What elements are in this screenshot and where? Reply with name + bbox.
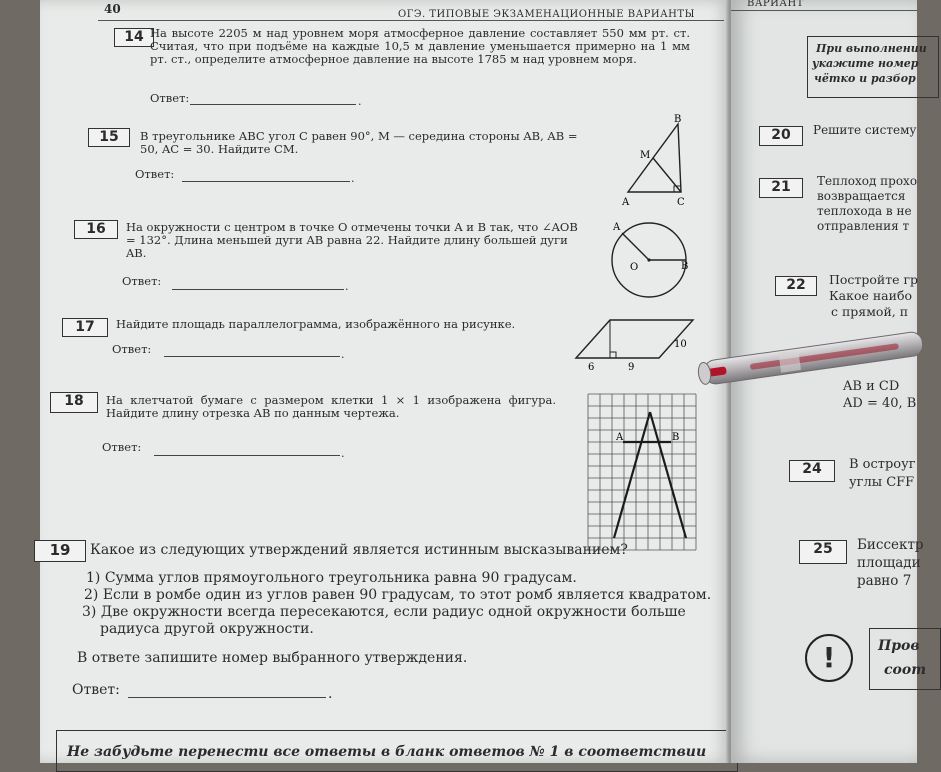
- task-18-text: На клетчатой бумаге с размером клетки 1 × 1 изображена фигура. Найдите длину отрезка AB по данным чертежа.: [106, 393, 556, 420]
- task-14-answer-label: Ответ:: [150, 91, 190, 105]
- para-label-base-left: 6: [588, 362, 595, 373]
- grid-label-b: B: [672, 432, 680, 443]
- task-21-number: 21: [759, 178, 803, 198]
- right-warning-line-2: соот: [884, 662, 927, 678]
- task-15-text: В треугольнике ABC угол C равен 90°, M — середина стороны AB, AB = 50, AC = 30. Найдите CM.: [140, 129, 578, 156]
- task-20-number: 20: [759, 126, 803, 146]
- para-label-side: 10: [674, 339, 687, 350]
- task-25-number: 25: [799, 540, 847, 564]
- task-17-text: Найдите площадь параллелограмма, изображённого на рисунке.: [116, 317, 516, 331]
- task-19-instruction: В ответе запишите номер выбранного утверждения.: [77, 650, 468, 666]
- task-24-number: 24: [789, 460, 835, 482]
- grid-figure: [586, 392, 706, 554]
- task-19-option-3: 3) Две окружности всегда пересекаются, если радиус одной окружности больше: [82, 604, 686, 620]
- task-19-option-3-cont: радиуса другой окружности.: [100, 621, 314, 637]
- circle-figure: [602, 215, 702, 300]
- task-15-answer-label: Ответ:: [135, 167, 175, 181]
- circle-label-o: O: [630, 262, 639, 273]
- para-label-base-right: 9: [628, 362, 635, 373]
- task-19-option-2: 2) Если в ромбе один из углов равен 90 градусам, то этот ромб является квадратом.: [84, 587, 712, 603]
- left-page: [40, 0, 730, 763]
- task-18-dot: .: [341, 447, 345, 460]
- task-15-number: 15: [88, 128, 130, 147]
- task-17-answer-line[interactable]: [164, 356, 340, 357]
- right-intro-line-3: чётко и разбор: [814, 72, 916, 85]
- task-17-answer-label: Ответ:: [112, 342, 152, 356]
- right-header-rule: [731, 10, 917, 11]
- task-19-answer-line[interactable]: [128, 697, 326, 698]
- parallelogram-figure: [568, 310, 698, 375]
- triangle-figure: [612, 110, 702, 210]
- circle-label-b: B: [681, 261, 689, 272]
- task-22-line-1: Постройте гр: [829, 272, 919, 287]
- tri-label-a: A: [622, 197, 630, 208]
- task-14-answer-line[interactable]: [190, 104, 356, 105]
- task-22-line-2: Какое наибо: [829, 288, 913, 303]
- task-19-question: Какое из следующих утверждений является истинным высказыванием?: [90, 542, 628, 558]
- task-16-text: На окружности с центром в точке O отмечены точки A и B так, что ∠AOB = 132°. Длина меньшей дуги AB равна 22. Найдите длину большей дуги AB.: [126, 220, 578, 260]
- task-16-number: 16: [74, 220, 118, 239]
- task-24-line-1: В остроуг: [849, 457, 916, 472]
- tri-label-m: M: [640, 150, 651, 161]
- task-18-number: 18: [50, 392, 98, 413]
- task-16-dot: .: [345, 280, 349, 293]
- task-14-number: 14: [114, 28, 154, 47]
- task-21-text: [817, 174, 917, 234]
- right-intro-box: [807, 36, 939, 98]
- task-22-number: 22: [775, 276, 817, 296]
- task-19-dot: .: [328, 686, 333, 702]
- task-17-dot: .: [341, 348, 345, 361]
- right-page-header: ВАРИАНТ: [747, 0, 804, 9]
- right-warning-line-1: Пров: [878, 638, 920, 654]
- page-header: ОГЭ. ТИПОВЫЕ ЭКЗАМЕНАЦИОННЫЕ ВАРИАНТЫ: [398, 9, 695, 20]
- task-14-text: На высоте 2205 м над уровнем моря атмосферное давление составляет 550 мм рт. ст. Считая, что при подъёме на каждые 10,5 м давление уменьшается примерно на 1 мм рт. ст., определите атмосферное давление на высоте 1785 м над уровнем моря.: [150, 26, 690, 66]
- task-19-answer-label: Ответ:: [72, 682, 120, 698]
- task-23-line-1: AB и CD: [843, 379, 900, 394]
- task-15-answer-line[interactable]: [182, 181, 350, 182]
- right-intro-line-1: При выполнении: [816, 42, 927, 55]
- task-19-option-1: 1) Сумма углов прямоугольного треугольника равна 90 градусам.: [86, 570, 577, 586]
- task-25-line-3: равно 7: [857, 573, 912, 589]
- task-21-line-3: теплохода в не: [817, 204, 912, 218]
- task-18-answer-line[interactable]: [154, 455, 340, 456]
- task-23-line-2: AD = 40, B: [843, 396, 917, 411]
- warning-icon: !: [805, 634, 853, 682]
- task-25-text: [857, 536, 924, 590]
- task-19-number: 19: [34, 540, 86, 562]
- task-25-line-1: Биссектр: [857, 537, 924, 553]
- task-21-line-2: возвращается: [817, 189, 906, 203]
- task-14-dot: .: [358, 95, 362, 108]
- header-rule: [98, 20, 724, 21]
- right-intro-line-2: укажите номер: [812, 57, 919, 70]
- page-number: 40: [104, 2, 121, 16]
- task-16-answer-line[interactable]: [172, 289, 344, 290]
- grid-label-a: A: [616, 432, 624, 443]
- tri-label-b: B: [674, 114, 682, 125]
- footer-note-text: Не забудьте перенести все ответы в бланк ответов № 1 в соответствии: [67, 744, 707, 760]
- task-25-line-2: площади: [857, 555, 921, 571]
- task-21-line-4: отправления т: [817, 219, 910, 233]
- task-20-text: Решите систему: [813, 123, 917, 137]
- task-24-line-2: углы CFF: [849, 475, 915, 490]
- right-warning-box: [869, 628, 941, 690]
- task-22-line-3: с прямой, п: [831, 304, 909, 319]
- task-24-text: [849, 456, 916, 492]
- task-17-number: 17: [62, 318, 108, 337]
- pen-object: [690, 328, 917, 398]
- task-21-line-1: Теплоход прохо: [817, 174, 918, 188]
- task-22-text: [829, 272, 918, 320]
- footer-note-box: [56, 730, 738, 772]
- task-16-answer-label: Ответ:: [122, 274, 162, 288]
- task-18-answer-label: Ответ:: [102, 440, 142, 454]
- task-15-dot: .: [351, 172, 355, 185]
- tri-label-c: C: [677, 197, 685, 208]
- circle-label-a: A: [613, 222, 621, 233]
